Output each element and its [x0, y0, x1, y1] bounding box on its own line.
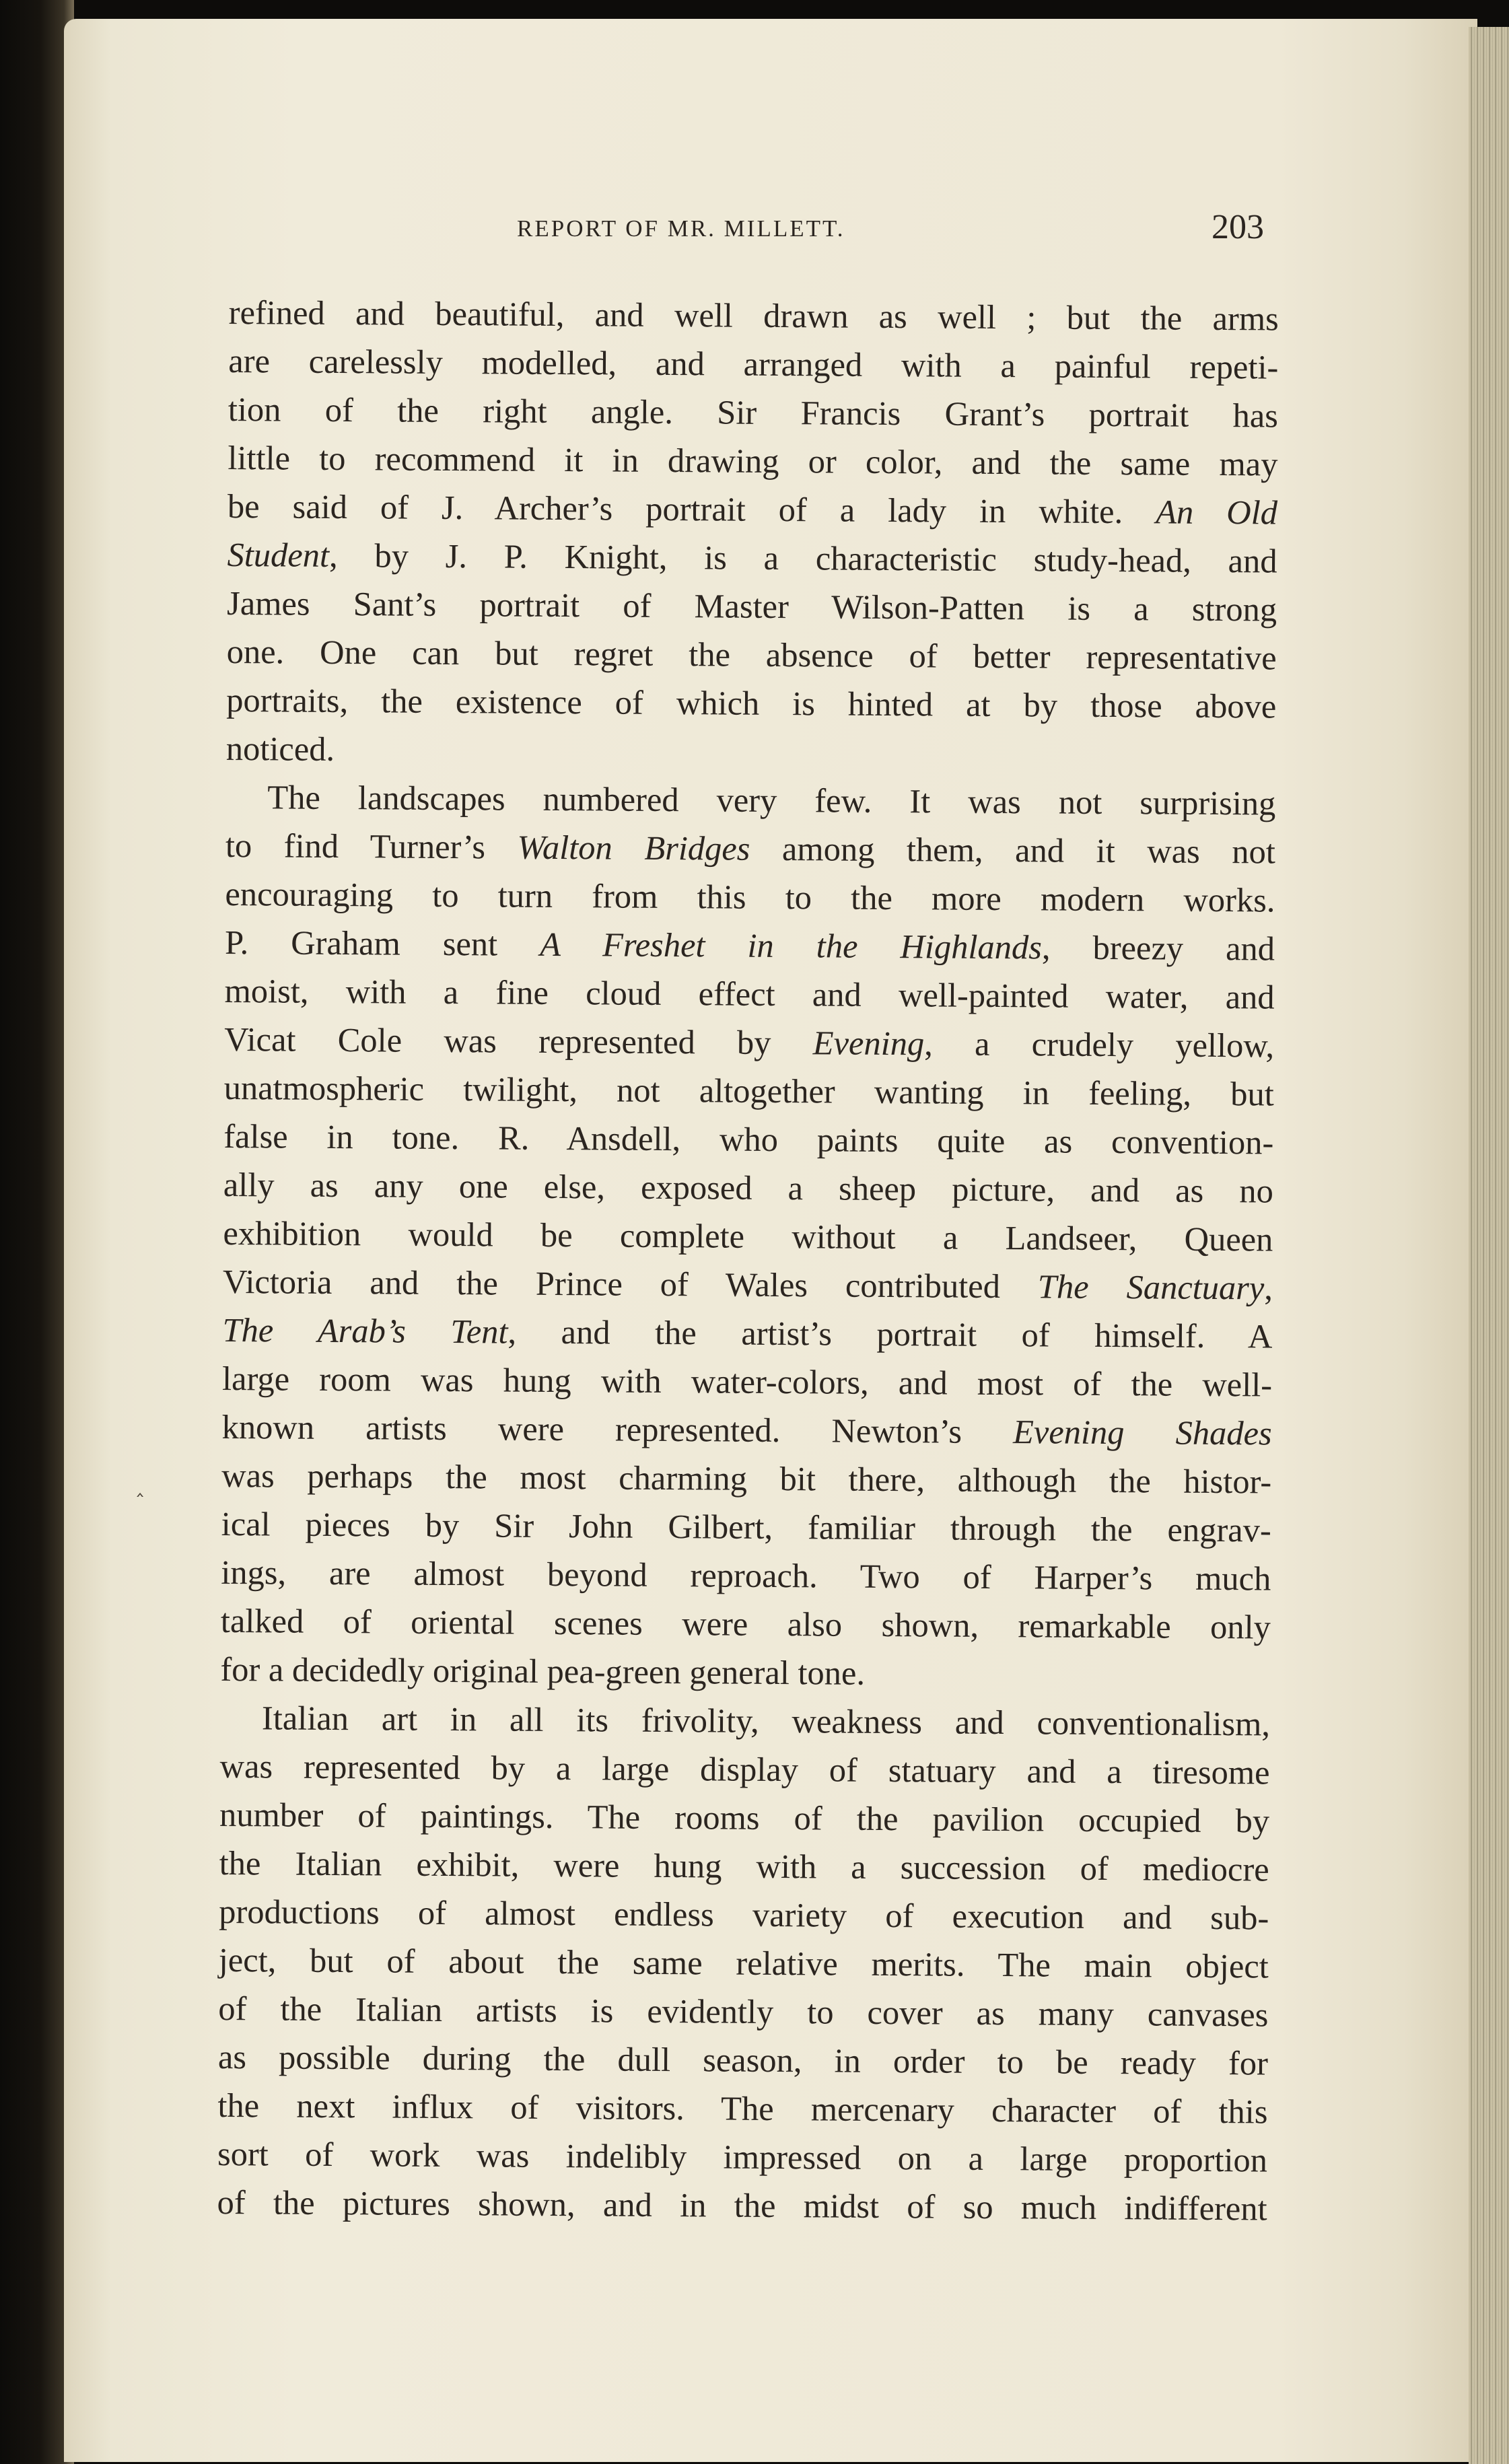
italic-title: The Arab’s Tent	[222, 1310, 508, 1351]
line-text: , a crudely yellow,	[924, 1024, 1275, 1065]
text-line	[221, 1596, 1271, 1652]
text-line	[217, 2129, 1267, 2185]
line-text: Italian art in all its frivolity, weakness and conventionalism,	[261, 1699, 1271, 1743]
line-text: P. Graham sent	[224, 923, 540, 963]
text-line	[224, 1063, 1274, 1119]
text-line	[227, 579, 1277, 634]
line-text: Vicat Cole was represented by	[224, 1020, 813, 1062]
text-line	[226, 676, 1276, 731]
line-text: the next influx of visitors. The mercenary character of this	[217, 2086, 1268, 2131]
line-text: large room was hung with water-colors, and most of the well-	[221, 1359, 1273, 1404]
italic-title: A Freshet in the Highlands	[540, 925, 1043, 966]
text-line	[218, 2033, 1268, 2088]
line-text: ical pieces by Sir John Gilbert, familiar through the engrav-	[221, 1504, 1271, 1549]
text-line	[225, 773, 1275, 828]
line-text: The landscapes numbered very few. It was not surprising	[267, 778, 1276, 822]
text-line	[219, 1887, 1269, 1942]
line-text: of the pictures shown, and in the midst of so much indifferent	[217, 2183, 1267, 2228]
line-text: of the Italian artists is evidently to cover as many canvases	[218, 1989, 1269, 2034]
text-line	[219, 1790, 1269, 1845]
text-line	[221, 1403, 1271, 1458]
text-line	[220, 1645, 1270, 1700]
text-line	[219, 1839, 1269, 1894]
line-text: , by J. P. Knight, is a characteristic study-head, and	[328, 536, 1277, 580]
text-line	[219, 1742, 1269, 1797]
text-line	[227, 433, 1277, 489]
text-line	[227, 482, 1277, 537]
italic-title: Evening Shades	[1012, 1413, 1272, 1452]
page-edges	[1469, 27, 1509, 2464]
italic-title: Walton Bridges	[517, 828, 750, 868]
line-text: one. One can but regret the absence of better representative	[226, 632, 1277, 677]
italic-title: Evening	[812, 1024, 925, 1063]
text-line	[225, 870, 1275, 925]
line-text: Victoria and the Prince of Wales contributed	[222, 1262, 1039, 1306]
line-text: moist, with a fine cloud effect and well-painted water, and	[224, 971, 1275, 1016]
italic-title: Student	[227, 535, 330, 574]
line-text: as possible during the dull season, in order to be ready for	[217, 2037, 1269, 2082]
line-text: noticed.	[225, 729, 335, 768]
line-text: ject, but of about the same relative merits. The main object	[218, 1940, 1269, 1985]
text-line	[223, 1160, 1273, 1216]
line-text: refined and beautiful, and well drawn as well ; but the arms	[228, 293, 1279, 338]
line-text: number of paintings. The rooms of the pavilion occupied by	[219, 1795, 1270, 1840]
italic-title: An Old	[1155, 493, 1278, 532]
line-text: to find Turner’s	[225, 826, 518, 866]
text-line	[218, 1984, 1268, 2039]
text-line	[217, 2178, 1267, 2233]
page-number: 203	[1212, 208, 1264, 246]
line-text: little to recommend it in drawing or color, and the same may	[227, 438, 1278, 483]
line-text: was represented by a large display of statuary and a tiresome	[219, 1747, 1270, 1792]
line-text: be said of J. Archer’s portrait of a lady in white.	[227, 487, 1156, 531]
text-line	[220, 1693, 1270, 1749]
line-text: portraits, the existence of which is hinted at by those above	[226, 680, 1277, 726]
line-text: false in tone. R. Ansdell, who paints quite as convention-	[223, 1117, 1274, 1162]
book-spine	[0, 0, 74, 2464]
text-line	[221, 1500, 1271, 1555]
text-line	[217, 2081, 1267, 2136]
text-line	[223, 1209, 1273, 1264]
line-text: for a decidedly original pea-green general tone.	[220, 1650, 866, 1692]
text-line	[224, 1015, 1274, 1070]
text-line	[227, 530, 1277, 586]
text-line	[229, 288, 1279, 343]
body-text	[217, 288, 1279, 2232]
italic-title: The Sanctuary	[1037, 1267, 1265, 1307]
text-line	[219, 1936, 1269, 1991]
line-text: was perhaps the most charming bit there, although the histor-	[221, 1456, 1272, 1501]
line-text: the Italian exhibit, were hung with a succession of mediocre	[219, 1843, 1269, 1889]
margin-mark: ‸	[137, 1475, 144, 1497]
page-header	[517, 207, 1264, 248]
line-text: James Sant’s portrait of Master Wilson-Patten is a strong	[226, 584, 1277, 629]
line-text: known artists were represented. Newton’s	[221, 1407, 1014, 1451]
line-text: productions of almost endless variety of execution and sub-	[219, 1892, 1269, 1937]
line-text: unatmospheric twilight, not altogether wanting in feeling, but	[223, 1068, 1274, 1113]
text-line	[221, 1451, 1271, 1506]
text-line	[228, 385, 1278, 440]
text-line	[222, 1354, 1272, 1409]
line-text: talked of oriental scenes were also shown, remarkable only	[220, 1601, 1271, 1646]
text-line	[225, 918, 1275, 973]
line-text: ally as any one else, exposed a sheep picture, and as no	[223, 1165, 1274, 1210]
text-line	[222, 1306, 1272, 1361]
line-text: exhibition would be complete without a Landseer, Queen	[223, 1213, 1273, 1259]
text-line	[226, 724, 1276, 779]
text-line	[221, 1548, 1271, 1603]
text-line	[228, 337, 1278, 392]
line-text: tion of the right angle. Sir Francis Grant’s portrait has	[227, 390, 1279, 435]
text-line	[225, 821, 1275, 876]
text-line	[223, 1257, 1273, 1312]
line-text: , breezy and	[1041, 928, 1275, 968]
line-text: among them, and it was not	[750, 829, 1276, 871]
text-line	[226, 627, 1276, 682]
text-line	[223, 1112, 1273, 1167]
line-text: , and the artist’s portrait of himself. A	[507, 1312, 1273, 1356]
line-text: encouraging to turn from this to the more modern works.	[225, 874, 1275, 919]
line-text: ,	[1264, 1269, 1273, 1307]
running-head: REPORT OF MR. MILLETT.	[517, 215, 845, 242]
line-text: are carelessly modelled, and arranged with a painful repeti-	[228, 341, 1279, 386]
line-text: sort of work was indelibly impressed on a large proportion	[217, 2134, 1268, 2179]
text-line	[224, 966, 1274, 1022]
line-text: ings, are almost beyond reproach. Two of Harper’s much	[221, 1553, 1271, 1598]
